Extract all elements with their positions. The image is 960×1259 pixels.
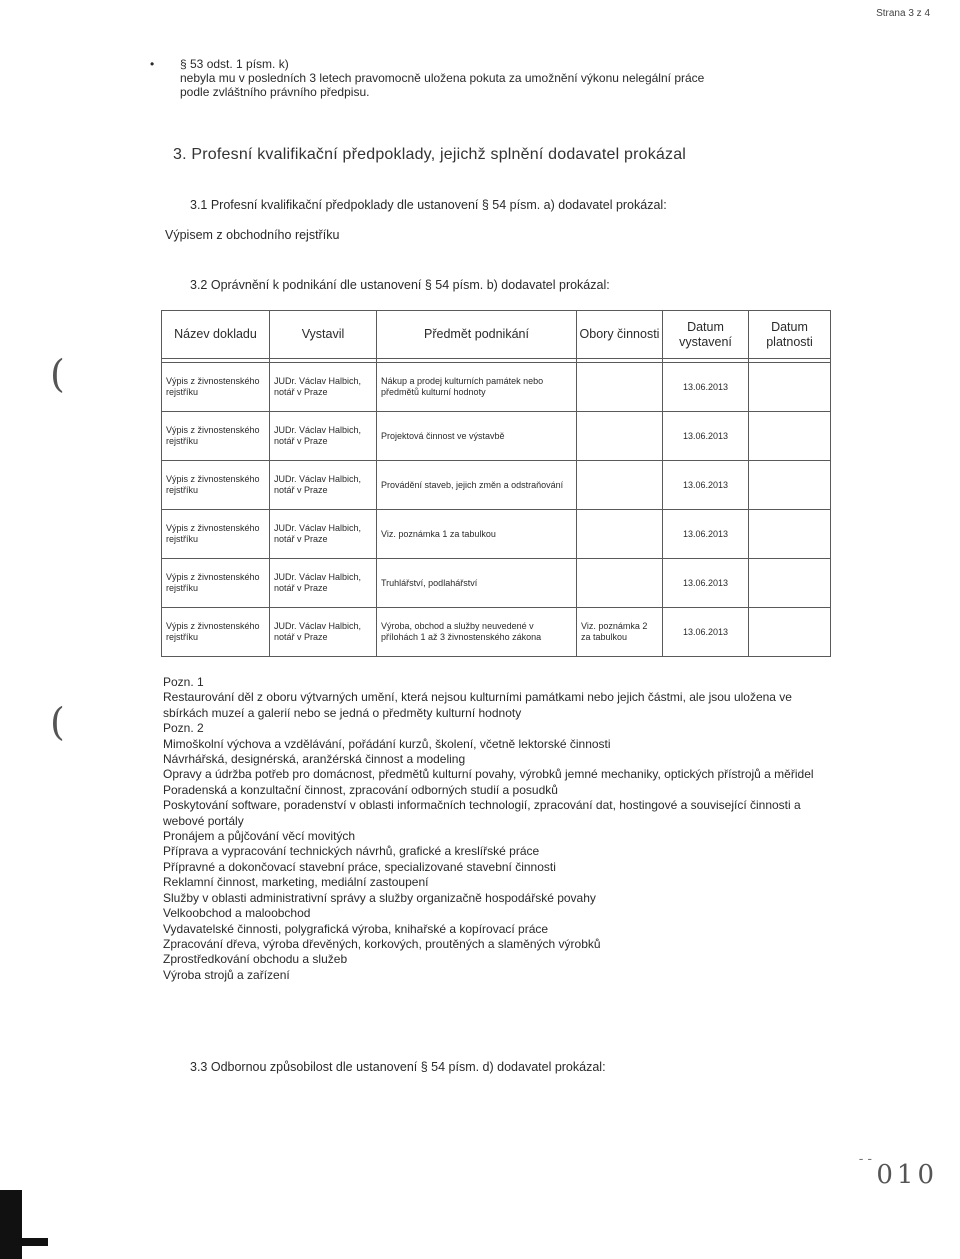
note-2-item: Opravy a údržba potřeb pro domácnost, předmětů kulturní povahy, výrobků jemné mechaniky, optických přístrojů a měřidel (163, 767, 814, 782)
header-valid-date: Datum platnosti (749, 311, 831, 359)
cell-fields (577, 559, 663, 608)
note-2-title: Pozn. 2 (163, 721, 204, 736)
cell-fields (577, 363, 663, 412)
cell-subject: Projektová činnost ve výstavbě (377, 412, 577, 461)
table-row (162, 461, 831, 510)
cell-fields (577, 510, 663, 559)
cell-issue-date: 13.06.2013 (663, 559, 749, 608)
header-issue-date: Datum vystavení (663, 311, 749, 359)
cell-issuer: JUDr. Václav Halbich, notář v Praze (270, 559, 377, 608)
header-issuer: Vystavil (270, 311, 377, 359)
note-2-item: Velkoobchod a maloobchod (163, 906, 311, 921)
subsection-3-2: 3.2 Oprávnění k podnikání dle ustanovení § 54 písm. b) dodavatel prokázal: (190, 278, 610, 292)
cell-issuer: JUDr. Václav Halbich, notář v Praze (270, 608, 377, 657)
scan-corner-tick (22, 1238, 48, 1246)
cell-valid-date (749, 608, 831, 657)
table-row (162, 510, 831, 559)
section-3-heading: 3. Profesní kvalifikační předpoklady, jejichž splnění dodavatel prokázal (173, 146, 687, 163)
cell-subject: Truhlářství, podlahářství (377, 559, 577, 608)
note-2-item: Zprostředkování obchodu a služeb (163, 952, 348, 967)
cell-subject: Výroba, obchod a služby neuvedené v přílohách 1 až 3 živnostenského zákona (377, 608, 577, 657)
note-2-item: Mimoškolní výchova a vzdělávání, pořádání kurzů, školení, včetně lektorské činnosti (163, 736, 611, 751)
cell-document: Výpis z živnostenského rejstříku (162, 559, 270, 608)
note-1-text: Restaurování děl z oboru výtvarných umění, která nejsou kulturními památkami nebo jejich částmi, ale jsou uložena ve sbírkách muzeí a galerií nebo se jedná o předměty kulturní hodnoty (163, 690, 792, 720)
note-2-item: Přípravné a dokončovací stavební práce, specializované stavební činnosti (163, 859, 556, 874)
cell-document: Výpis z živnostenského rejstříku (162, 608, 270, 657)
cell-subject: Provádění staveb, jejich změn a odstraňování (377, 461, 577, 510)
cell-issue-date: 13.06.2013 (663, 608, 749, 657)
note-2-item: Příprava a vypracování technických návrhů, grafické a kreslířské práce (163, 844, 540, 859)
margin-bracket-mark: ( (50, 700, 65, 744)
note-2-item: Výroba strojů a zařízení (163, 967, 290, 982)
cell-subject: Viz. poznámka 1 za tabulkou (377, 510, 577, 559)
cell-valid-date (749, 461, 831, 510)
stamp-dash: - - (858, 1150, 872, 1166)
cell-document: Výpis z živnostenského rejstříku (162, 510, 270, 559)
cell-document: Výpis z živnostenského rejstříku (162, 363, 270, 412)
bullet-item-53k (150, 57, 850, 99)
note-2-item: Pronájem a půjčování věcí movitých (163, 829, 356, 844)
cell-issue-date: 13.06.2013 (663, 461, 749, 510)
table-row (162, 608, 831, 657)
licenses-table (161, 310, 831, 657)
header-fields: Obory činnosti (577, 311, 663, 359)
note-2-item: Poskytování software, poradenství v oblasti informačních technologií, zpracování dat, hostingové a související činnosti a webové portály (163, 798, 801, 828)
cell-issuer: JUDr. Václav Halbich, notář v Praze (270, 412, 377, 461)
notes-block (163, 675, 833, 983)
note-2-item: Vydavatelské činnosti, polygrafická výroba, knihařské a kopírovací práce (163, 921, 549, 936)
cell-issue-date: 13.06.2013 (663, 363, 749, 412)
note-2-item: Návrhářská, designérská, aranžérská činnost a modeling (163, 752, 466, 767)
note-2-item: Reklamní činnost, marketing, mediální zastoupení (163, 875, 429, 890)
header-document-name: Název dokladu (162, 311, 270, 359)
cell-issuer: JUDr. Václav Halbich, notář v Praze (270, 461, 377, 510)
cell-document: Výpis z živnostenského rejstříku (162, 412, 270, 461)
header-business-subject: Předmět podnikání (377, 311, 577, 359)
subsection-3-1: 3.1 Profesní kvalifikační předpoklady dle ustanovení § 54 písm. a) dodavatel prokázal: (190, 198, 667, 212)
cell-issuer: JUDr. Václav Halbich, notář v Praze (270, 510, 377, 559)
note-2-item: Poradenská a konzultační činnost, zpracování odborných studií a posudků (163, 782, 558, 797)
cell-subject: Nákup a prodej kulturních památek nebo předmětů kulturní hodnoty (377, 363, 577, 412)
cell-valid-date (749, 363, 831, 412)
table-row (162, 363, 831, 412)
scan-corner-mark (0, 1190, 22, 1259)
subsection-3-1-detail: Výpisem z obchodního rejstříku (165, 228, 340, 242)
bullet-line-3: podle zvláštního právního předpisu. (180, 85, 370, 99)
cell-fields (577, 461, 663, 510)
cell-issue-date: 13.06.2013 (663, 510, 749, 559)
bullet-dot: • (150, 57, 155, 71)
cell-document: Výpis z živnostenského rejstříku (162, 461, 270, 510)
cell-valid-date (749, 559, 831, 608)
cell-fields (577, 412, 663, 461)
table-row (162, 559, 831, 608)
page-stamp-number: 010 (876, 1160, 938, 1190)
cell-issue-date: 13.06.2013 (663, 412, 749, 461)
note-1-title: Pozn. 1 (163, 675, 204, 689)
margin-bracket-mark: ( (50, 352, 65, 396)
cell-valid-date (749, 510, 831, 559)
subsection-3-3: 3.3 Odbornou způsobilost dle ustanovení § 54 písm. d) dodavatel prokázal: (190, 1060, 606, 1074)
cell-fields: Viz. poznámka 2 za tabulkou (577, 608, 663, 657)
cell-issuer: JUDr. Václav Halbich, notář v Praze (270, 363, 377, 412)
cell-valid-date (749, 412, 831, 461)
note-2-item: Služby v oblasti administrativní správy a služby organizačně hospodářské povahy (163, 890, 596, 905)
table-row (162, 412, 831, 461)
table-header-row (162, 311, 831, 359)
note-2-item: Zpracování dřeva, výroba dřevěných, korkových, proutěných a slaměných výrobků (163, 936, 601, 951)
bullet-line-1: § 53 odst. 1 písm. k) (180, 57, 289, 71)
bullet-line-2: nebyla mu v posledních 3 letech pravomocně uložena pokuta za umožnění výkonu nelegální práce (180, 71, 705, 85)
page-number: Strana 3 z 4 (876, 8, 930, 19)
